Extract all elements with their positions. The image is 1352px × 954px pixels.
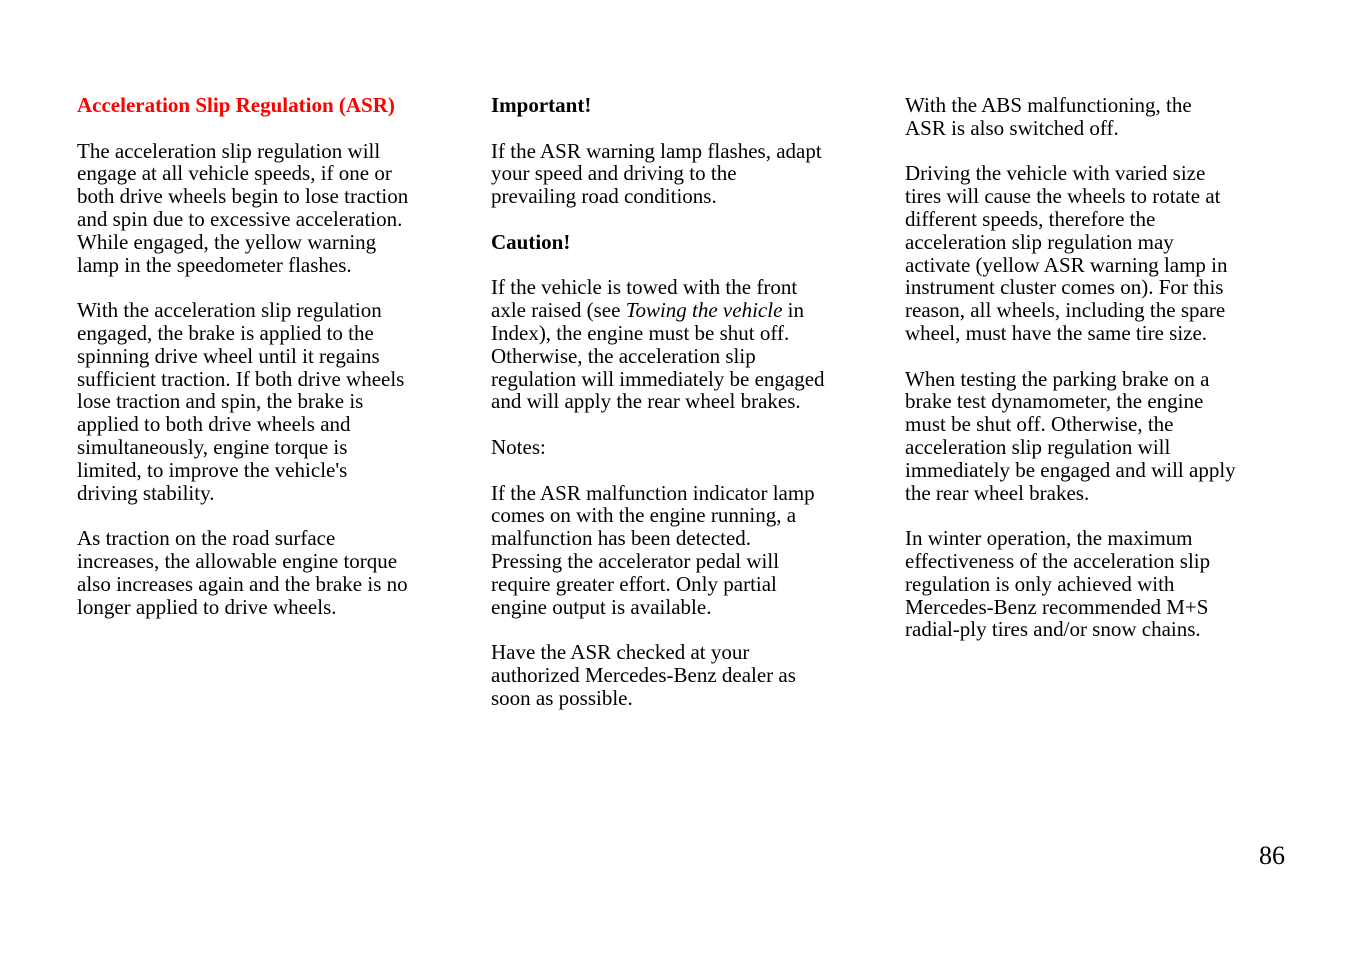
text-line: The acceleration slip regulation will <box>77 138 381 163</box>
column-3 <box>905 94 1277 641</box>
text-line-with-reference <box>491 299 863 322</box>
notes-label: Notes: <box>491 434 546 459</box>
text-line: regulation is only achieved with <box>905 571 1175 596</box>
text-line: prevailing road conditions. <box>491 184 717 209</box>
text-line: ASR is also switched off. <box>905 115 1119 140</box>
text-line: authorized Mercedes-Benz dealer as <box>491 662 796 687</box>
text-line: instrument cluster comes on). For this <box>905 275 1224 300</box>
page-number: 86 <box>1259 841 1285 870</box>
text-line: immediately be engaged and will apply <box>905 457 1236 482</box>
paragraph-notes-dealer <box>491 641 863 709</box>
text-line: If the ASR warning lamp flashes, adapt <box>491 138 822 163</box>
text-line: comes on with the engine running, a <box>491 503 797 528</box>
text-line: and will apply the rear wheel brakes. <box>491 389 801 414</box>
text-line: driving stability. <box>77 480 215 505</box>
text-line: acceleration slip regulation will <box>905 434 1171 459</box>
text-line: and spin due to excessive acceleration. <box>77 206 403 231</box>
text-line: reason, all wheels, including the spare <box>905 298 1226 323</box>
column-1 <box>77 94 447 618</box>
text-line: the rear wheel brakes. <box>905 480 1090 505</box>
text-line: lose traction and spin, the brake is <box>77 389 364 414</box>
text-line: effectiveness of the acceleration slip <box>905 548 1211 573</box>
text-line: If the vehicle is towed with the front <box>491 275 798 300</box>
text-line: malfunction has been detected. <box>491 526 752 551</box>
text-line: Index), the engine must be shut off. <box>491 320 790 345</box>
paragraph-winter <box>905 527 1277 641</box>
text-fragment: axle raised (see <box>491 298 626 323</box>
text-line: tires will cause the wheels to rotate at <box>905 184 1221 209</box>
text-line: engine output is available. <box>491 594 712 619</box>
text-fragment: in <box>782 298 804 323</box>
paragraph-asr-traction <box>77 527 447 618</box>
text-line: brake test dynamometer, the engine <box>905 389 1204 414</box>
paragraph-caution <box>491 276 863 413</box>
text-line: As traction on the road surface <box>77 526 336 551</box>
text-line: applied to both drive wheels and <box>77 412 351 437</box>
text-line: With the ABS malfunctioning, the <box>905 93 1192 117</box>
paragraph-tire-size <box>905 162 1277 344</box>
text-line: limited, to improve the vehicle's <box>77 457 348 482</box>
text-line: also increases again and the brake is no <box>77 571 408 596</box>
text-line: wheel, must have the same tire size. <box>905 320 1208 345</box>
text-line: engage at all vehicle speeds, if one or <box>77 161 392 186</box>
important-label: Important! <box>491 93 592 117</box>
text-line: longer applied to drive wheels. <box>77 594 337 619</box>
paragraph-abs <box>905 94 1277 140</box>
text-line: engaged, the brake is applied to the <box>77 320 374 345</box>
text-line: radial-ply tires and/or snow chains. <box>905 617 1201 642</box>
text-line: With the acceleration slip regulation <box>77 298 382 323</box>
text-line: simultaneously, engine torque is <box>77 434 348 459</box>
text-line: Mercedes-Benz recommended M+S <box>905 594 1209 619</box>
text-line: acceleration slip regulation may <box>905 229 1174 254</box>
text-line: If the ASR malfunction indicator lamp <box>491 480 815 505</box>
text-line: activate (yellow ASR warning lamp in <box>905 252 1228 277</box>
text-line: sufficient traction. If both drive wheels <box>77 366 405 391</box>
text-line: require greater effort. Only partial <box>491 571 777 596</box>
text-line: In winter operation, the maximum <box>905 526 1193 551</box>
column-2 <box>491 94 863 710</box>
text-line: Pressing the accelerator pedal will <box>491 548 780 573</box>
text-line: both drive wheels begin to lose traction <box>77 184 409 209</box>
paragraph-asr-intro <box>77 140 447 277</box>
text-line: must be shut off. Otherwise, the <box>905 412 1174 437</box>
text-line: increases, the allowable engine torque <box>77 548 398 573</box>
text-line: lamp in the speedometer flashes. <box>77 252 352 277</box>
text-line: When testing the parking brake on a <box>905 366 1210 391</box>
text-line: Otherwise, the acceleration slip <box>491 343 756 368</box>
cross-reference: Towing the vehicle <box>625 298 783 323</box>
text-line: Driving the vehicle with varied size <box>905 161 1206 186</box>
text-line: While engaged, the yellow warning <box>77 229 377 254</box>
paragraph-important <box>491 140 863 208</box>
caution-label: Caution! <box>491 229 571 254</box>
paragraph-brake-test <box>905 368 1277 505</box>
text-line: spinning drive wheel until it regains <box>77 343 380 368</box>
text-line: Have the ASR checked at your <box>491 640 750 665</box>
section-heading-asr: Acceleration Slip Regulation (ASR) <box>77 93 395 117</box>
paragraph-notes-malfunction <box>491 482 863 619</box>
text-line: different speeds, therefore the <box>905 206 1156 231</box>
text-line: your speed and driving to the <box>491 161 737 186</box>
text-line: soon as possible. <box>491 685 633 710</box>
text-line: regulation will immediately be engaged <box>491 366 825 391</box>
paragraph-asr-engaged <box>77 299 447 504</box>
